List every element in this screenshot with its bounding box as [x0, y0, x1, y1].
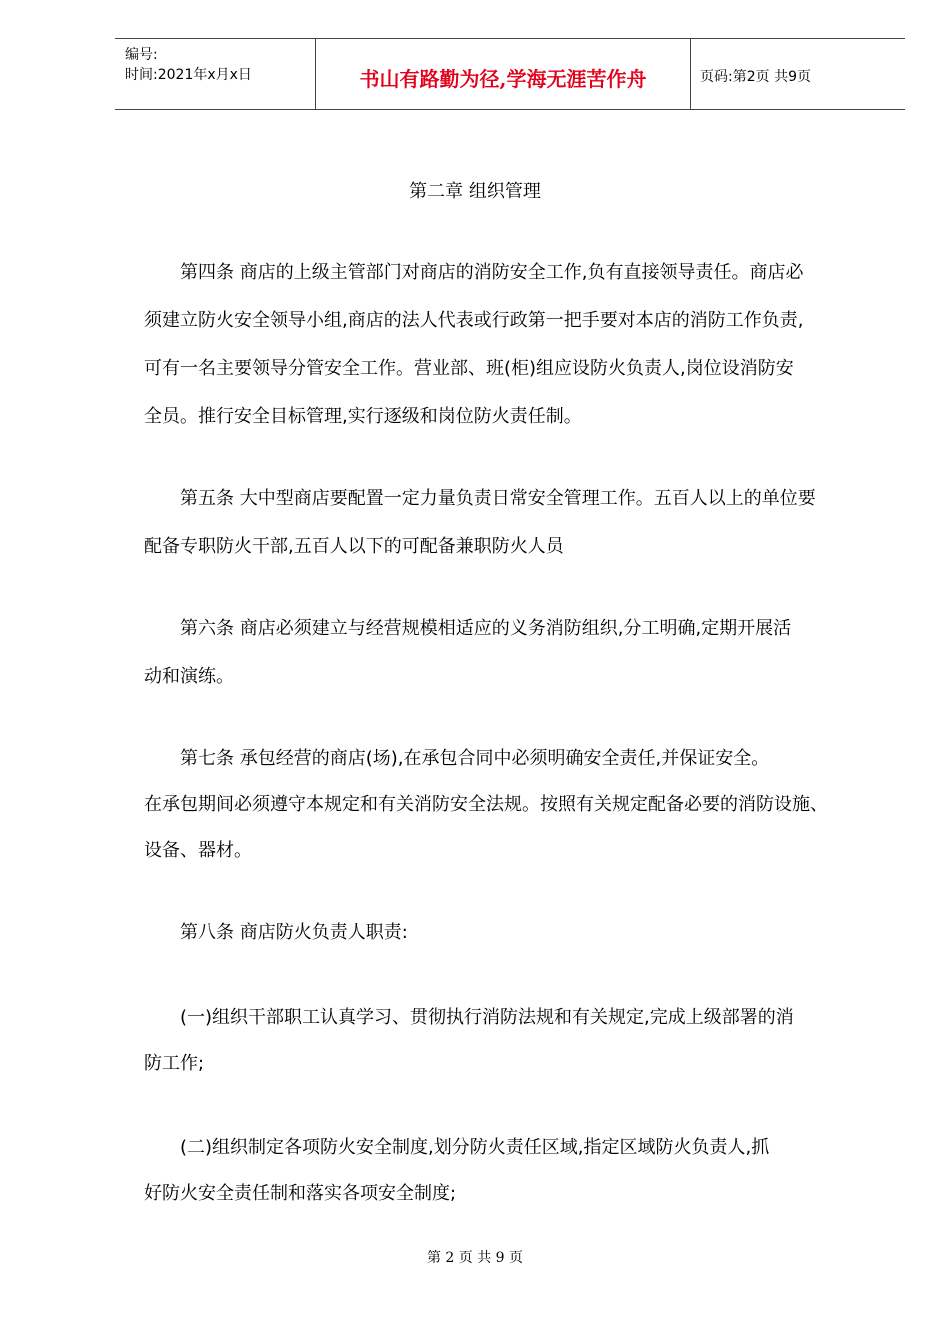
header-motto-cell [315, 39, 691, 109]
serial-label: 编号: [125, 47, 158, 63]
paragraph-line: 第八条 商店防火负责人职责: [180, 922, 408, 943]
paragraph-line: 全员。推行安全目标管理,实行逐级和岗位防火责任制。 [144, 406, 582, 427]
page-header [115, 38, 905, 110]
paragraph-line: 防工作; [144, 1053, 205, 1074]
time-label: 时间:2021年x月x日 [125, 67, 252, 83]
paragraph-line: 设备、器材。 [144, 840, 252, 861]
page-info: 页码:第2页 共9页 [700, 69, 811, 85]
paragraph-line: 好防火安全责任制和落实各项安全制度; [144, 1183, 457, 1204]
page-footer: 第 2 页 共 9 页 [426, 1250, 524, 1266]
chapter-title: 第二章 组织管理 [409, 181, 541, 202]
paragraph-line: 可有一名主要领导分管安全工作。营业部、班(柜)组应设防火负责人,岗位设消防安 [144, 358, 794, 379]
paragraph-line: 第六条 商店必须建立与经营规模相适应的义务消防组织,分工明确,定期开展活 [180, 618, 792, 639]
paragraph-line: (二)组织制定各项防火安全制度,划分防火责任区域,指定区域防火负责人,抓 [180, 1137, 770, 1158]
paragraph-line: 第四条 商店的上级主管部门对商店的消防安全工作,负有直接领导责任。商店必 [180, 262, 804, 283]
paragraph-line: (一)组织干部职工认真学习、贯彻执行消防法规和有关规定,完成上级部署的消 [180, 1007, 794, 1028]
paragraph-line: 配备专职防火干部,五百人以下的可配备兼职防火人员 [144, 536, 564, 557]
motto: 书山有路勤为径,学海无涯苦作舟 [359, 67, 647, 91]
paragraph-line: 动和演练。 [144, 666, 234, 687]
paragraph-line: 须建立防火安全领导小组,商店的法人代表或行政第一把手要对本店的消防工作负责, [144, 310, 804, 331]
paragraph-line: 第五条 大中型商店要配置一定力量负责日常安全管理工作。五百人以上的单位要 [180, 488, 816, 509]
paragraph-line: 第七条 承包经营的商店(场),在承包合同中必须明确安全责任,并保证安全。 [180, 748, 770, 769]
paragraph-line: 在承包期间必须遵守本规定和有关消防安全法规。按照有关规定配备必要的消防设施、 [144, 794, 828, 815]
header-left-cell [115, 39, 315, 109]
header-right-cell [690, 39, 905, 109]
